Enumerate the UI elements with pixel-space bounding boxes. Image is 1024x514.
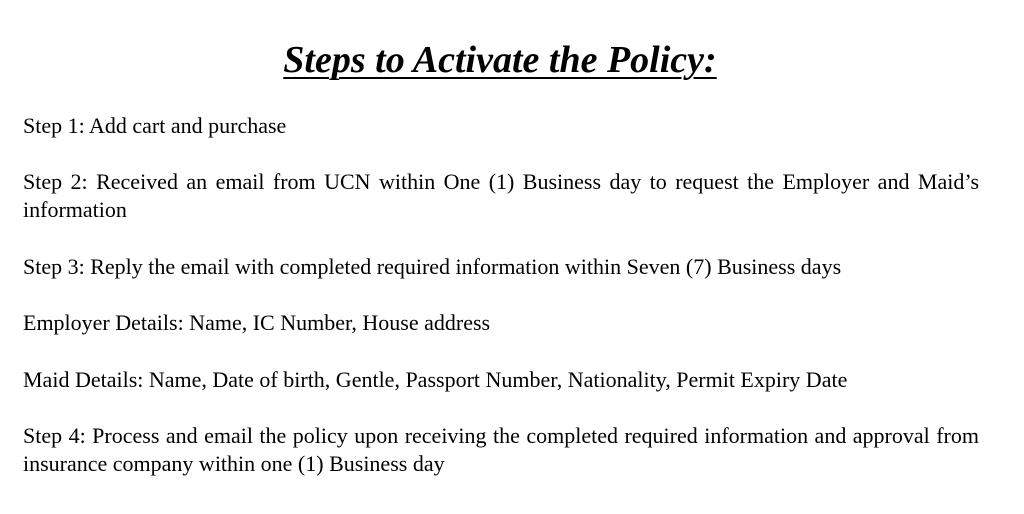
document-title: Steps to Activate the Policy: [283,39,717,81]
step-3-text: Step 3: Reply the email with completed required information within Seven (7) Business days [23,254,842,279]
step-2-text: Step 2: Received an email from UCN within One (1) Business day to request the Employer and Maid’s information [23,169,979,222]
employer-details-text: Employer Details: Name, IC Number, House address [23,310,491,335]
step-4-text: Step 4: Process and email the policy upon receiving the completed required information and approval from insurance company within one (1) Business day [23,423,979,476]
step-1-text: Step 1: Add cart and purchase [23,113,287,138]
maid-details-text: Maid Details: Name, Date of birth, Gentle, Passport Number, Nationality, Permit Expiry Date [23,367,848,392]
